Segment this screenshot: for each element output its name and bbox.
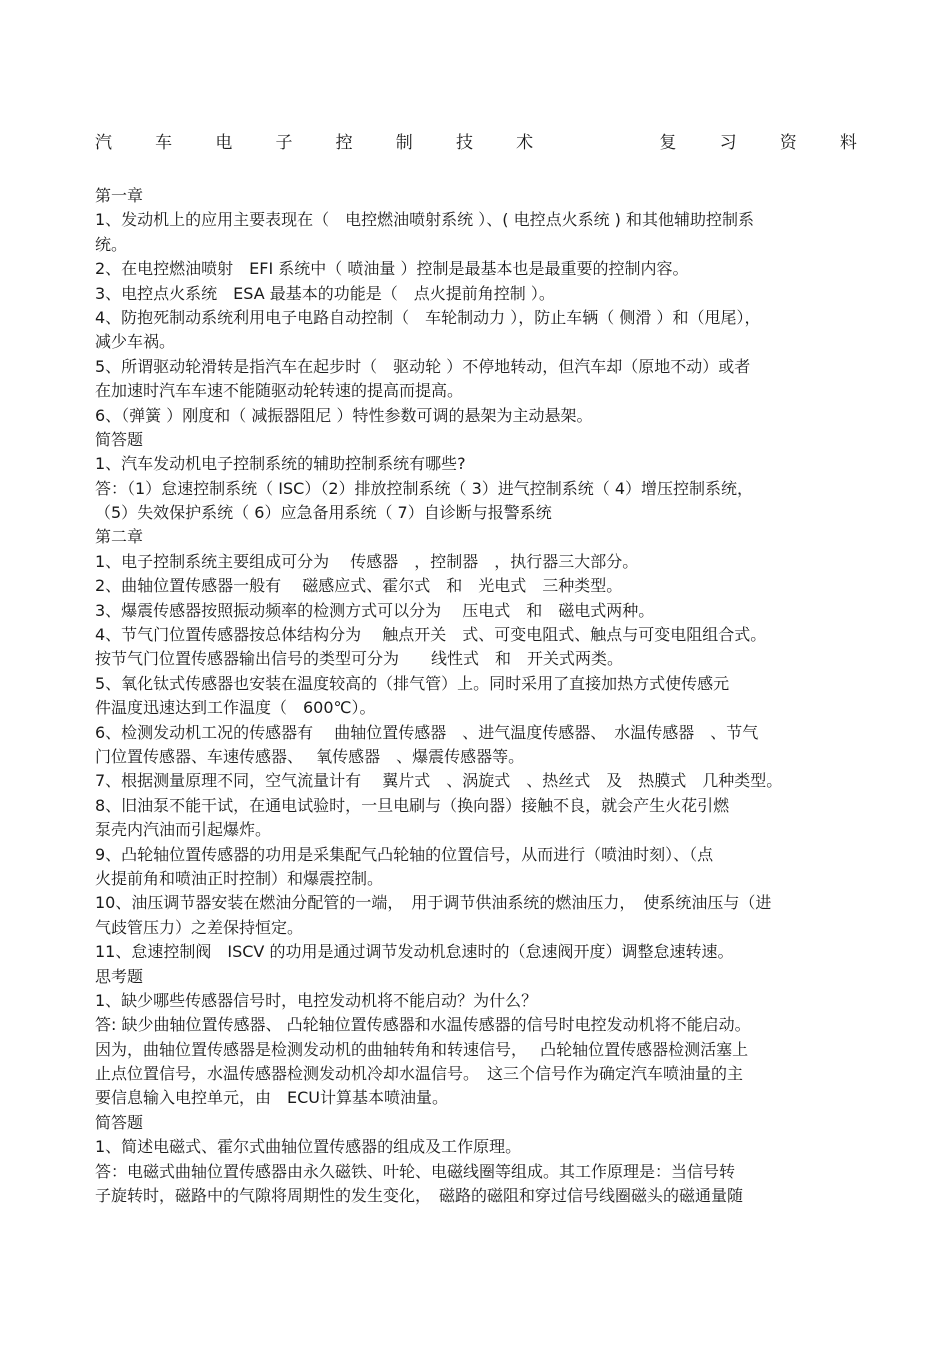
text-line: 子旋转时，磁路中的气隙将周期性的发生变化， 磁路的磁阻和穿过信号线圈磁头的磁通量随 bbox=[95, 1186, 744, 1206]
text-line: 思考题 bbox=[95, 966, 144, 986]
text-line: 在加速时汽车车速不能随驱动轮转速的提高而提高。 bbox=[95, 381, 464, 401]
text-line: 8、旧油泵不能干试，在通电试验时，一旦电刷与（换向器）接触不良，就会产生火花引燃 bbox=[95, 795, 730, 815]
text-line: 答：电磁式曲轴位置传感器由永久磁铁、叶轮、电磁线圈等组成。其工作原理是：当信号转 bbox=[95, 1161, 736, 1181]
text-line: 5、氧化钛式传感器也安装在温度较高的（排气管）上。同时采用了直接加热方式使传感元 bbox=[95, 673, 730, 693]
text-line: （5）失效保护系统（ 6）应急备用系统（ 7）自诊断与报警系统 bbox=[95, 503, 552, 523]
text-line: 件温度迅速达到工作温度（ 600℃）。 bbox=[95, 698, 376, 718]
title-char: 汽 bbox=[95, 133, 112, 153]
text-line: 简答题 bbox=[95, 1112, 144, 1132]
title-char: 料 bbox=[839, 133, 857, 153]
text-line: 1、发动机上的应用主要表现在（ 电控燃油喷射系统 ）、( 电控点火系统 ) 和其他辅助控制系 bbox=[95, 210, 755, 230]
text-line: 6、检测发动机工况的传感器有 曲轴位置传感器 、进气温度传感器、 水温传感器 、节气 bbox=[95, 722, 759, 742]
title-char: 习 bbox=[719, 133, 737, 153]
text-line: 1、简述电磁式、霍尔式曲轴位置传感器的组成及工作原理。 bbox=[95, 1137, 522, 1157]
text-line: 止点位置信号，水温传感器检测发动机冷却水温信号。 这三个信号作为确定汽车喷油量的主 bbox=[95, 1064, 744, 1084]
text-line: 2、在电控燃油喷射 EFI 系统中（ 喷油量 ）控制是最基本也是最重要的控制内容。 bbox=[95, 259, 689, 279]
text-line: 泵壳内汽油而引起爆炸。 bbox=[95, 820, 272, 840]
title-char: 子 bbox=[275, 133, 293, 153]
text-line: 火提前角和喷油正时控制）和爆震控制。 bbox=[95, 868, 384, 888]
page-title bbox=[95, 128, 857, 153]
title-char: 复 bbox=[659, 133, 677, 153]
text-line: 答: 缺少曲轴位置传感器、 凸轮轴位置传感器和水温传感器的信号时电控发动机将不能启动。 bbox=[95, 1015, 751, 1035]
text-line: 2、曲轴位置传感器一般有 磁感应式、霍尔式 和 光电式 三种类型。 bbox=[95, 576, 623, 596]
text-line: 7、根据测量原理不同，空气流量计有 翼片式 、涡旋式 、热丝式 及 热膜式 几种类型。 bbox=[95, 771, 783, 791]
text-line: 11、怠速控制阀 ISCV 的功用是通过调节发动机怠速时的（怠速阀开度）调整怠速转速。 bbox=[95, 942, 734, 962]
title-char: 车 bbox=[155, 133, 173, 153]
title-char: 术 bbox=[516, 133, 534, 153]
title-gap bbox=[576, 128, 616, 153]
text-line: 5、所谓驱动轮滑转是指汽车在起步时（ 驱动轮 ）不停地转动，但汽车却（原地不动）或者 bbox=[95, 356, 751, 376]
title-char: 资 bbox=[779, 133, 797, 153]
text-line: 第二章 bbox=[95, 527, 144, 547]
text-line: 4、节气门位置传感器按总体结构分为 触点开关 式、可变电阻式、触点与可变电阻组合式。 bbox=[95, 625, 767, 645]
text-line: 统。 bbox=[95, 234, 128, 254]
text-line: 门位置传感器、车速传感器、 氧传感器 、爆震传感器等。 bbox=[95, 746, 525, 766]
text-line: 答：（1）怠速控制系统（ ISC）（2）排放控制系统（ 3）进气控制系统（ 4）增压控制系统， bbox=[95, 478, 754, 498]
text-line: 4、防抱死制动系统利用电子电路自动控制（ 车轮制动力 ），防止车辆（ 侧滑 ）和（甩尾）， bbox=[95, 307, 761, 327]
text-line: 1、缺少哪些传感器信号时，电控发动机将不能启动？为什么？ bbox=[95, 990, 538, 1010]
text-line: 减少车祸。 bbox=[95, 332, 176, 352]
text-line: 1、汽车发动机电子控制系统的辅助控制系统有哪些? bbox=[95, 454, 466, 474]
title-char: 技 bbox=[455, 133, 473, 153]
title-char: 制 bbox=[395, 133, 413, 153]
title-char: 控 bbox=[335, 133, 353, 153]
text-line: 简答题 bbox=[95, 429, 144, 449]
text-line: 按节气门位置传感器输出信号的类型可分为 线性式 和 开关式两类。 bbox=[95, 649, 624, 669]
text-line: 10、油压调节器安装在燃油分配管的一端， 用于调节供油系统的燃油压力， 使系统油压与（进 bbox=[95, 893, 772, 913]
text-line: 9、凸轮轴位置传感器的功用是采集配气凸轮轴的位置信号，从而进行（喷油时刻）、（点 bbox=[95, 844, 714, 864]
text-line: 因为，曲轴位置传感器是检测发动机的曲轴转角和转速信号， 凸轮轴位置传感器检测活塞上 bbox=[95, 1039, 749, 1059]
document-body bbox=[95, 184, 857, 1208]
text-line: 气歧管压力）之差保持恒定。 bbox=[95, 917, 304, 937]
title-char: 电 bbox=[215, 133, 233, 153]
text-line: 6、（弹簧 ）刚度和（ 减振器阻尼 ）特性参数可调的悬架为主动悬架。 bbox=[95, 405, 593, 425]
text-line: 3、爆震传感器按照振动频率的检测方式可以分为 压电式 和 磁电式两种。 bbox=[95, 600, 655, 620]
text-line: 1、电子控制系统主要组成可分为 传感器 ，控制器 ，执行器三大部分。 bbox=[95, 551, 639, 571]
text-line: 要信息输入电控单元，由 ECU计算基本喷油量。 bbox=[95, 1088, 448, 1108]
text-line: 第一章 bbox=[95, 186, 144, 205]
text-line: 3、电控点火系统 ESA 最基本的功能是（ 点火提前角控制 ）。 bbox=[95, 283, 555, 303]
